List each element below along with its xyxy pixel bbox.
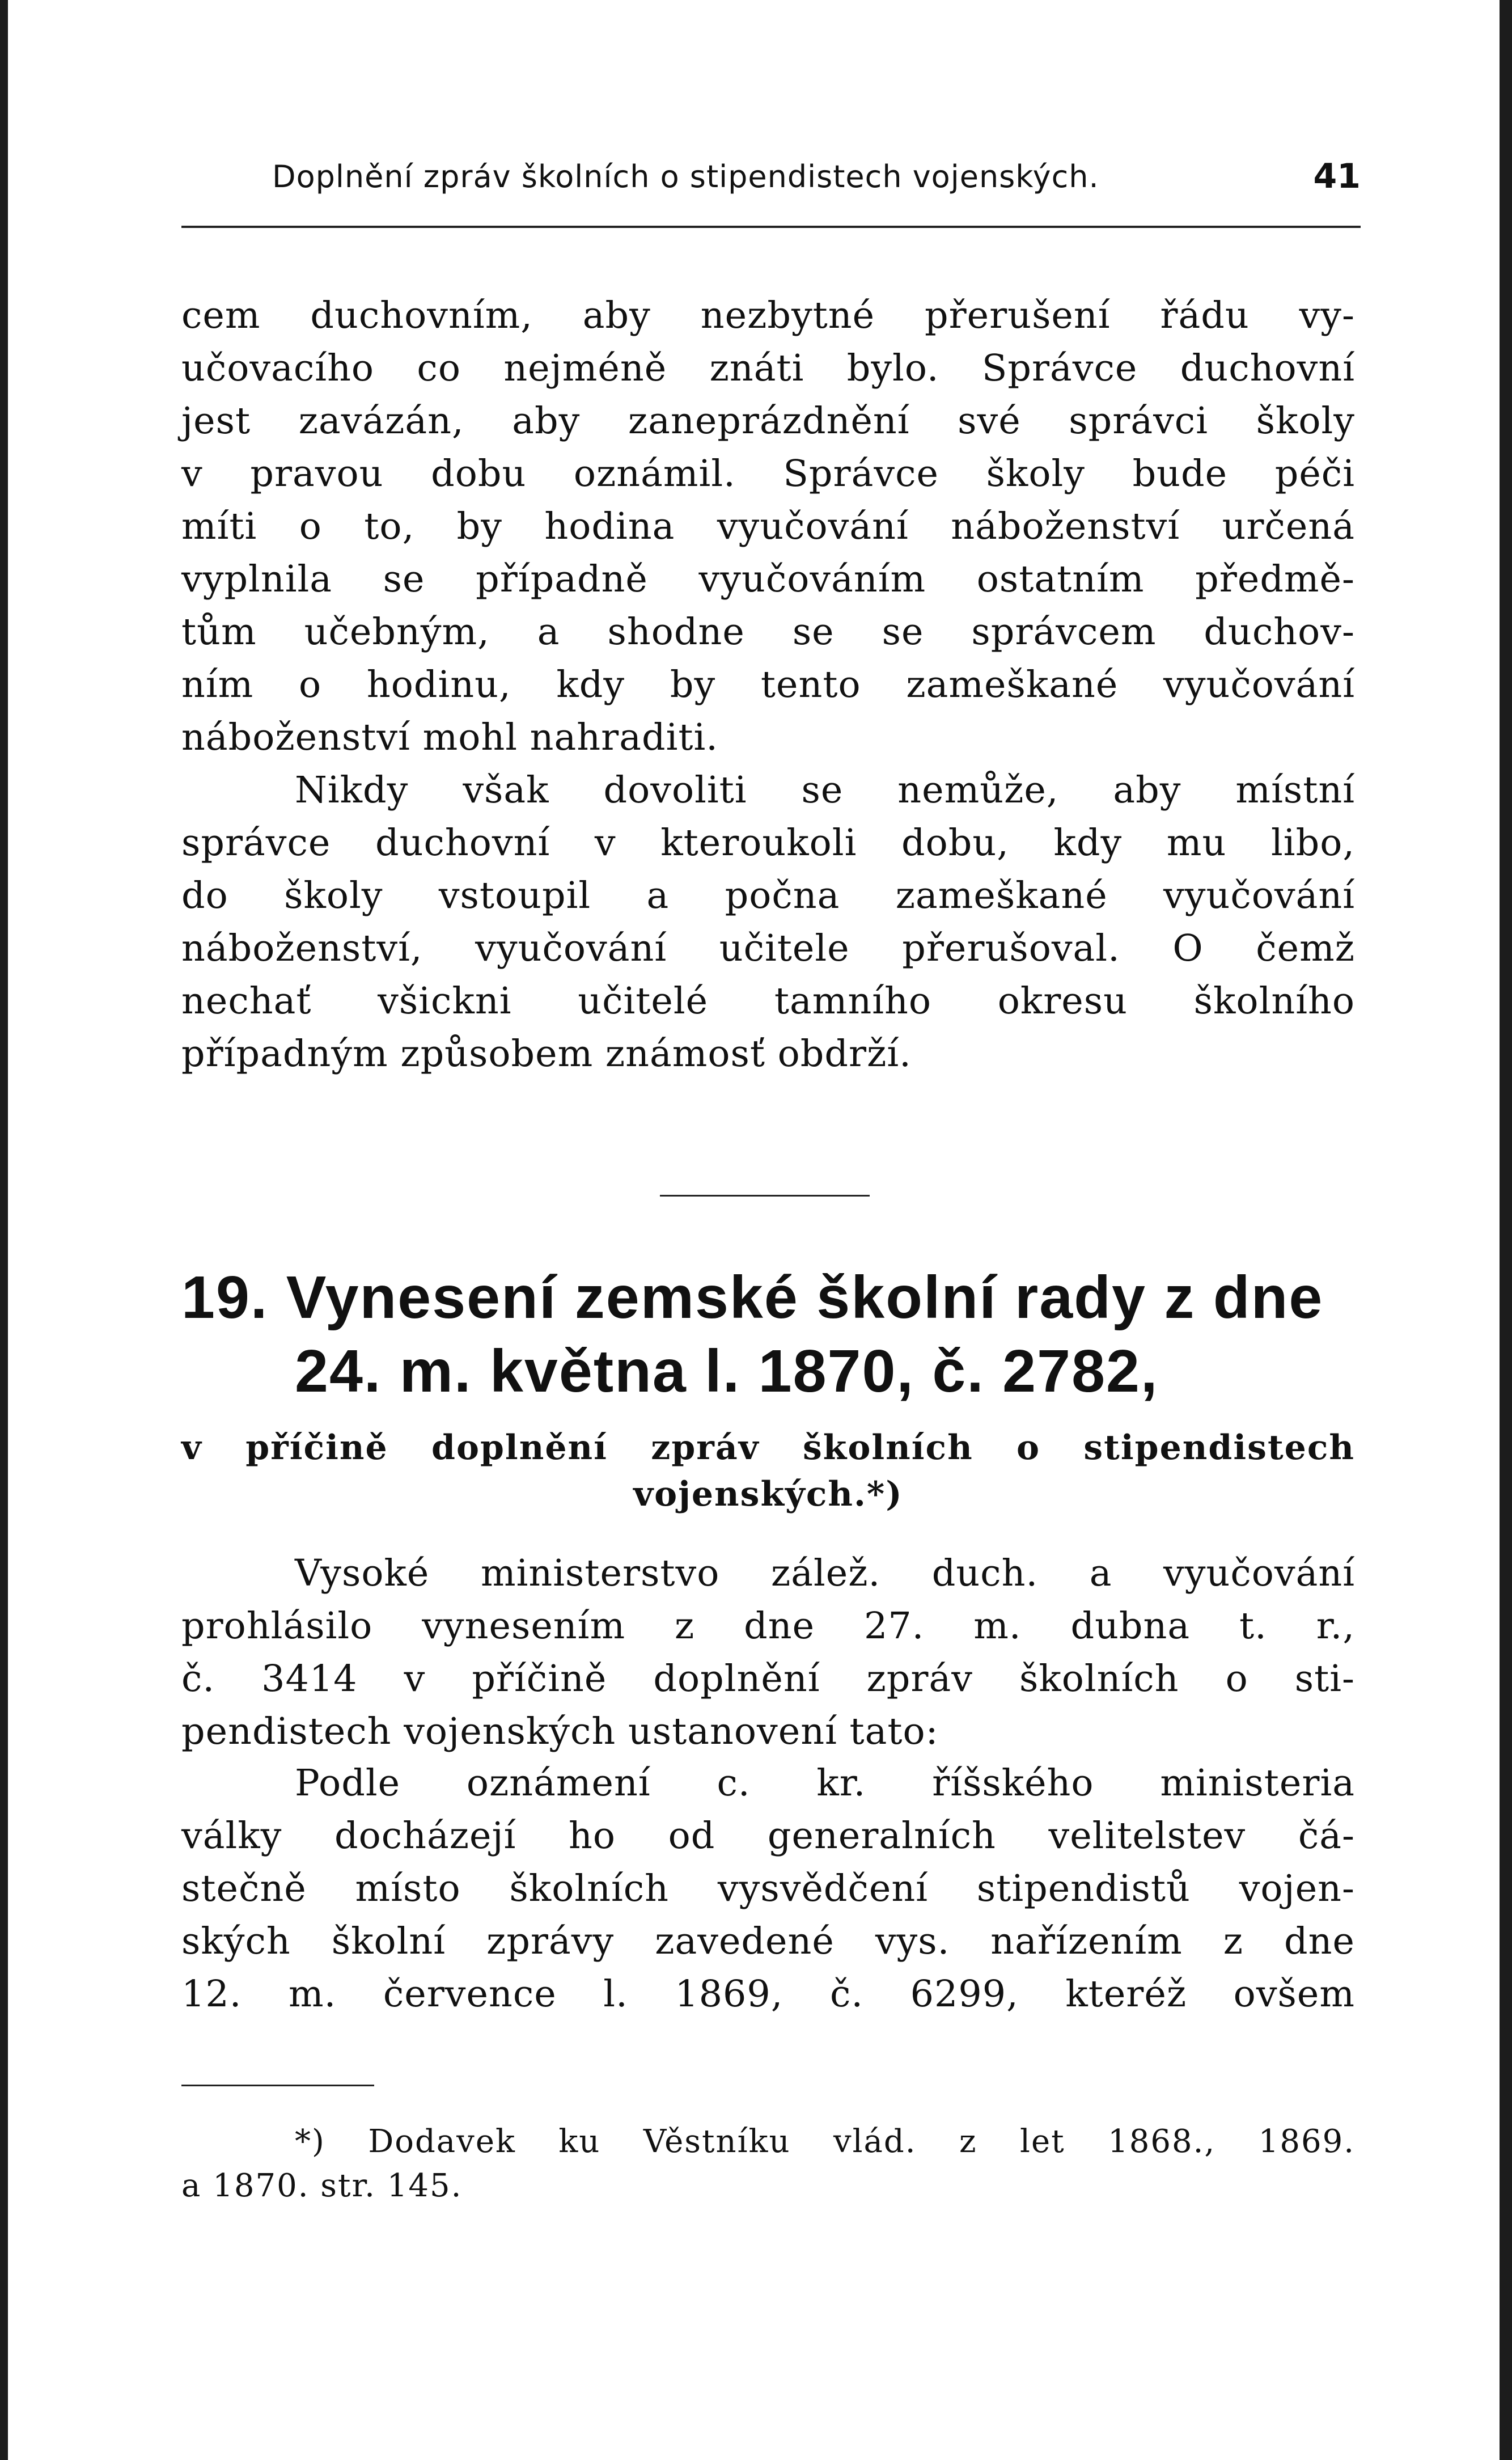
footnote [181,2120,1355,2208]
text-line: Vysoké ministerstvo zálež. duch. a vyučování [295,1552,1355,1595]
text-line: do školy vstoupil a počna zameškané vyučování [181,874,1355,917]
section-paragraph-2 [181,1757,1355,2021]
section-divider [660,1195,870,1197]
running-header [272,159,1361,204]
text-line: pendistech vojenských ustanovení tato: [181,1710,939,1753]
body-paragraph-2 [181,764,1355,1080]
footnote-line: *) Dodavek ku Věstníku vlád. z let 1868., 1869. [295,2123,1355,2160]
text-line: náboženství, vyučování učitele přerušoval. O čemž [181,927,1355,970]
body-paragraph-1 [181,289,1355,764]
footnote-rule [181,2085,374,2086]
text-line: jest zavázán, aby zaneprázdnění své správci školy [181,400,1355,442]
text-line: ských školní zprávy zavedené vys. nařízením z dne [181,1920,1355,1963]
text-line: učovacího co nejméně znáti bylo. Správce duchovní [181,347,1355,390]
text-line: cem duchovním, aby nezbytné přerušení řádu vy- [181,294,1355,337]
scan-edge-right [1500,0,1512,2460]
text-line: v pravou dobu oznámil. Správce školy bude péči [181,453,1355,495]
text-line: nechať všickni učitelé tamního okresu školního [181,980,1355,1022]
text-line: ním o hodinu, kdy by tento zameškané vyučování [181,663,1355,706]
text-line: tům učebným, a shodne se se správcem duchov- [181,611,1355,653]
section-paragraph-1 [181,1547,1355,1758]
text-line: míti o to, by hodina vyučování náboženství určená [181,505,1355,548]
text-line: č. 3414 v příčině doplnění zpráv školních o sti- [181,1658,1355,1700]
scan-edge-left [0,0,8,2460]
section-heading-line-2: 24. m. května l. 1870, č. 2782, [295,1338,1159,1405]
text-line: náboženství mohl nahraditi. [181,716,718,759]
text-line: Nikdy však dovoliti se nemůže, aby místní [295,769,1355,811]
text-line: stečně místo školních vysvědčení stipendistů vojen- [181,1867,1355,1910]
text-line: 12. m. července l. 1869, č. 6299, kteréž ovšem [181,1973,1355,2015]
section-subheading [181,1425,1355,1518]
text-line: případným způsobem známosť obdrží. [181,1033,912,1075]
header-rule [181,226,1361,228]
footnote-line: a 1870. str. 145. [181,2167,463,2204]
text-line: správce duchovní v kteroukoli dobu, kdy mu libo, [181,822,1355,864]
subheading-line: v příčině doplnění zpráv školních o stipendistech [181,1428,1355,1468]
subheading-line: vojenských.*) [633,1474,903,1514]
page-number: 41 [1313,157,1361,196]
text-line: války docházejí ho od generalních velitelstev čá- [181,1815,1355,1857]
text-line: Podle oznámení c. kr. říšského ministeria [295,1762,1355,1804]
text-line: prohlásilo vynesením z dne 27. m. dubna t. r., [181,1605,1355,1647]
running-header-title: Doplnění zpráv školních o stipendistech vojenských. [272,159,1099,195]
section-heading-line-1: 19. Vynesení zemské školní rady z dne [181,1264,1324,1331]
text-line: vyplnila se případně vyučováním ostatním předmě- [181,558,1355,601]
